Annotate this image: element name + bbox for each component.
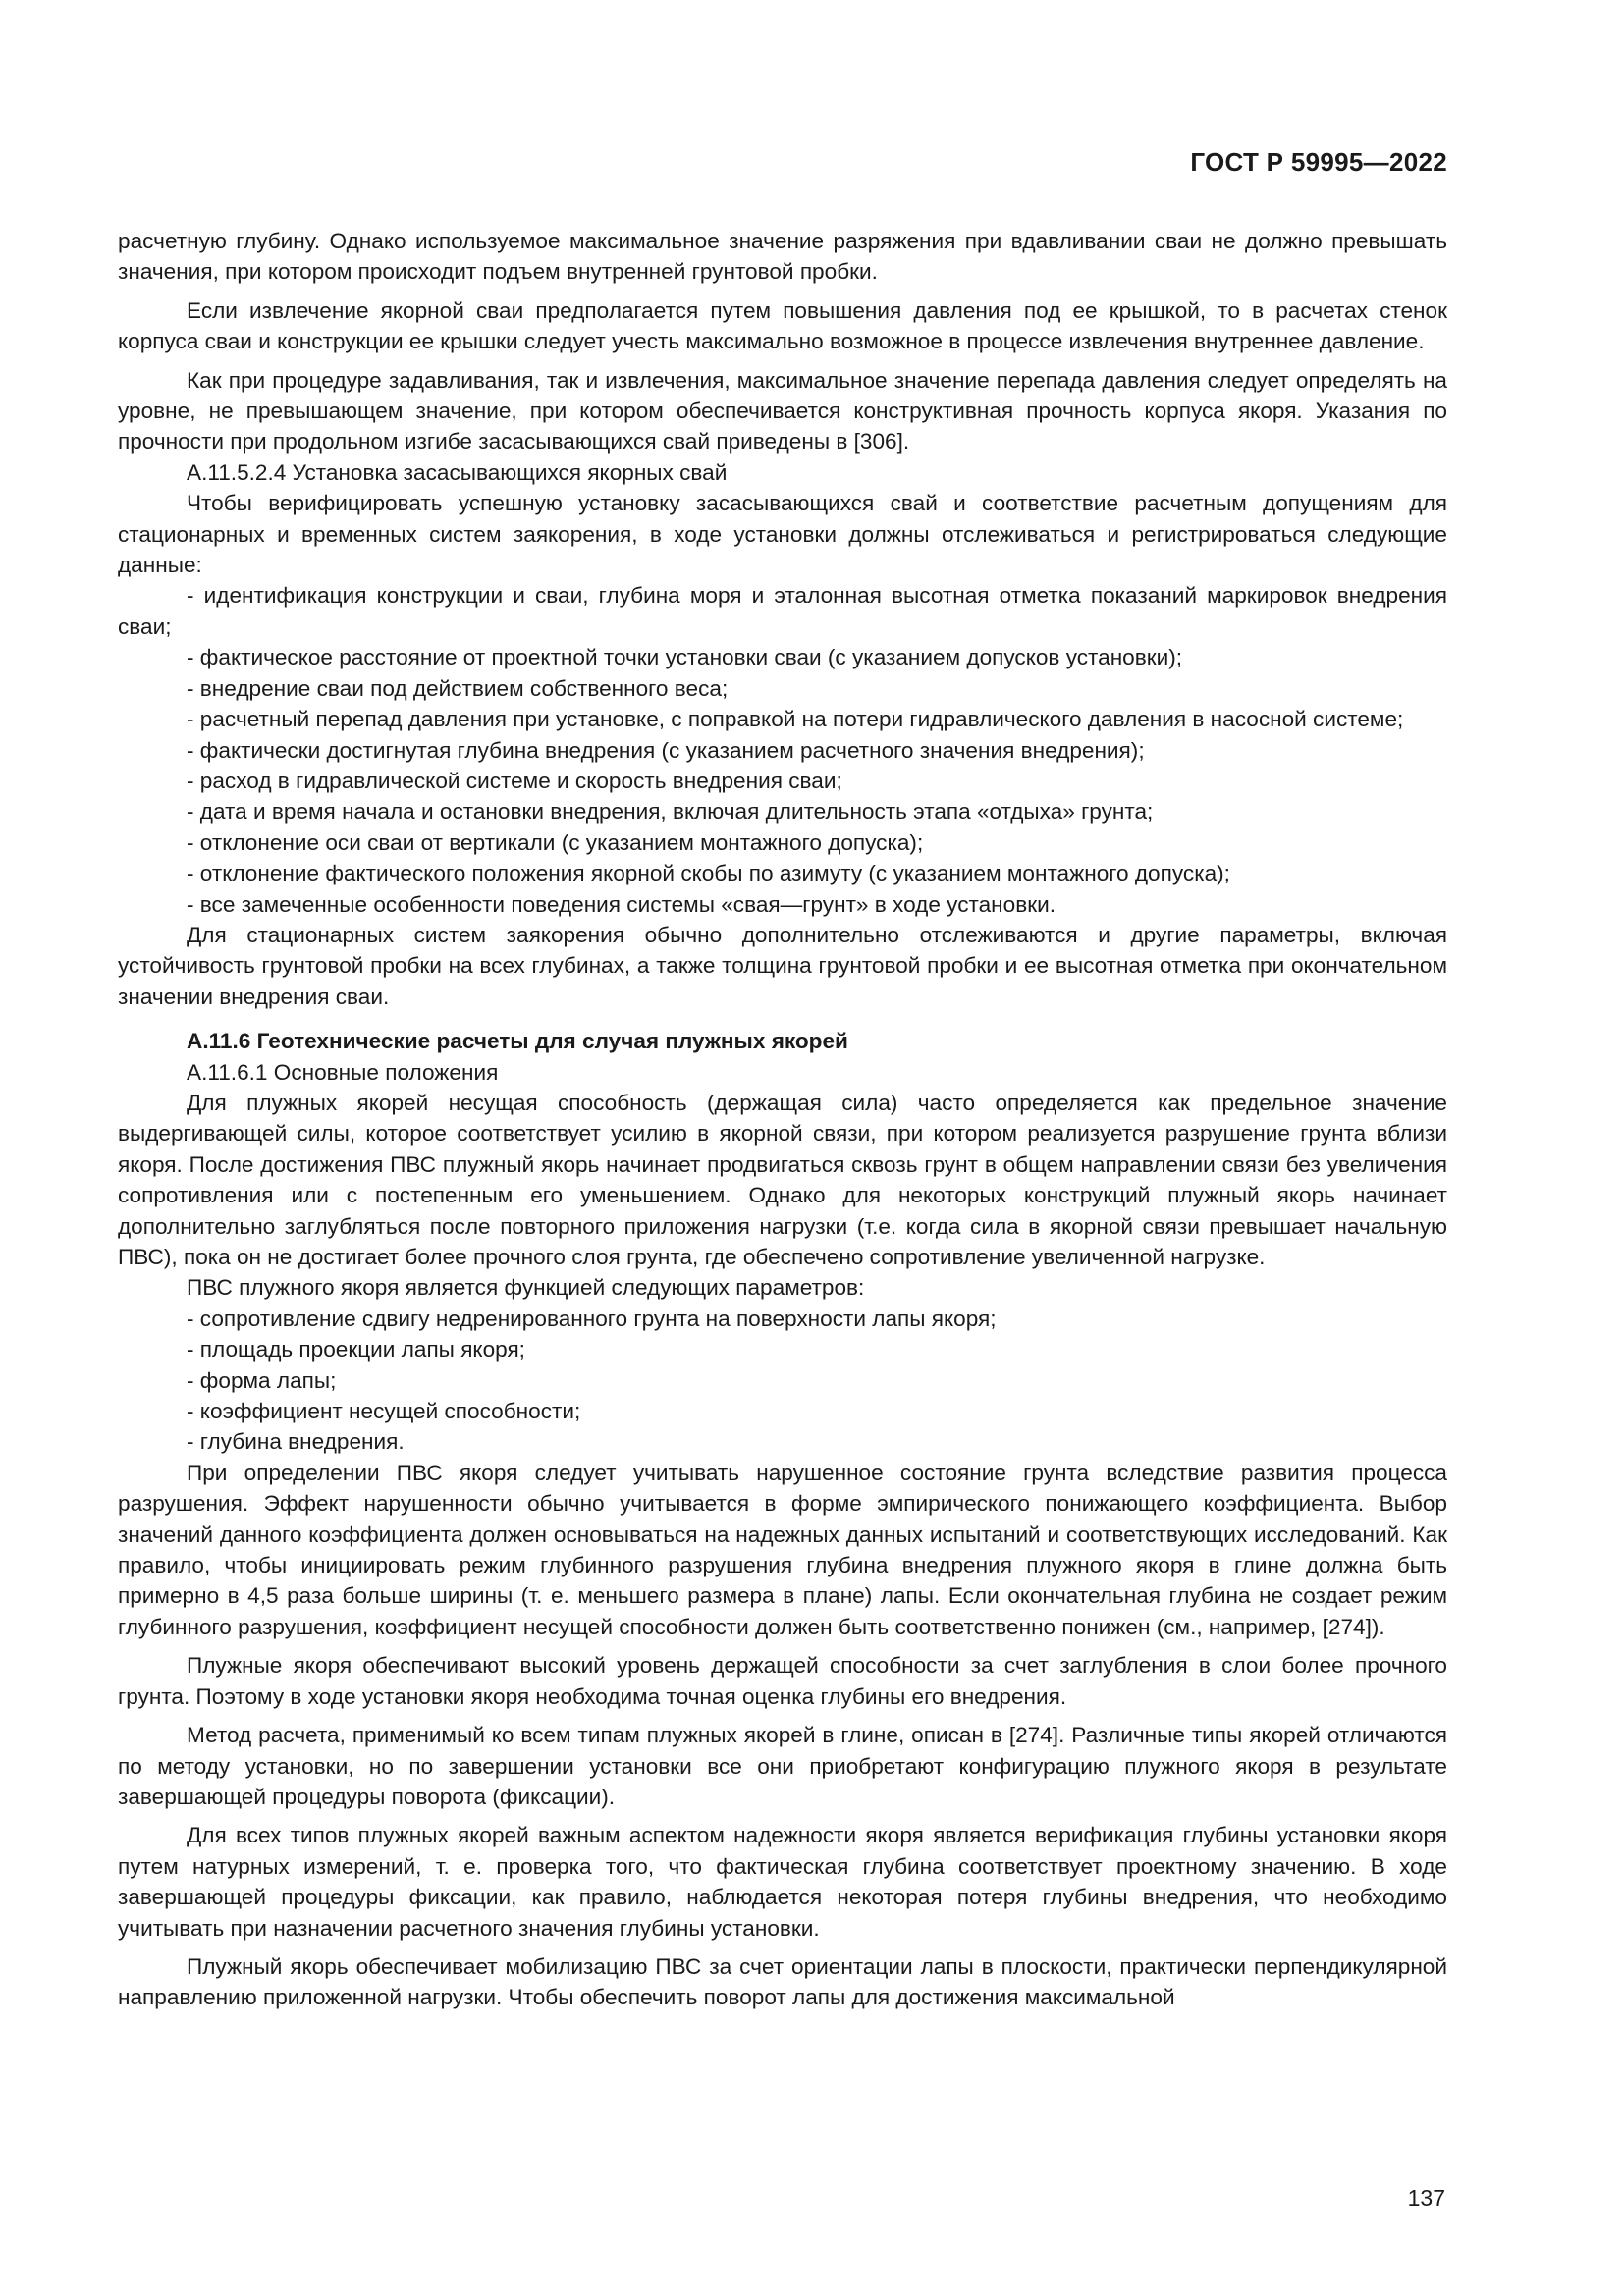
list-item: - коэффициент несущей способности; <box>187 1399 581 1424</box>
list-item: - площадь проекции лапы якоря; <box>187 1337 525 1362</box>
list-item: - отклонение оси сваи от вертикали (с указанием монтажного допуска); <box>187 829 924 855</box>
list-item: - дата и время начала и остановки внедрения, включая длительность этапа «отдыха» грунта; <box>187 799 1154 825</box>
section-heading: А.11.6 Геотехнические расчеты для случая плужных якорей <box>187 1029 848 1054</box>
list-item: - фактическое расстояние от проектной точки установки сваи (с указанием допусков установки); <box>187 645 1183 670</box>
paragraph: При определении ПВС якоря следует учитывать нарушенное состояние грунта вследствие развития процесса разрушения. Эффект нарушенности обычно учитывается в форме эмпирического понижающего коэффициента. Выбор значений данного коэффициента должен основываться на надежных данных испытаний и соответствующих исследований. Как правило, чтобы инициировать режим глубинного разрушения глубина внедрения плужного якоря в глине должна быть примерно в 4,5 раза больше ширины (т. е. меньшего размера в плане) лапы. Если окончательная глубина не создает режим глубинного разрушения, коэффициент несущей способности должен быть соответственно понижен (см., например, [274]). <box>118 1460 1447 1639</box>
list-item: - сопротивление сдвигу недренированного грунта на поверхности лапы якоря; <box>187 1306 997 1331</box>
list-item: - расход в гидравлической системе и скорость внедрения сваи; <box>187 768 842 793</box>
list-item: - все замеченные особенности поведения системы «свая—грунт» в ходе установки. <box>187 891 1056 917</box>
paragraph: Чтобы верифицировать успешную установку засасывающихся свай и соответствие расчетным допущениям для стационарных и временных систем заякорения, в ходе установки должны отслеживаться и регистрироваться следующие данные: <box>118 491 1447 578</box>
page-number: 137 <box>1407 2185 1445 2211</box>
list-item: - отклонение фактического положения якорной скобы по азимуту (с указанием монтажного допуска); <box>187 861 1230 886</box>
document-body <box>118 226 1447 2013</box>
paragraph: ПВС плужного якоря является функцией следующих параметров: <box>187 1275 865 1301</box>
list-item: - глубина внедрения. <box>187 1429 405 1455</box>
list-item: - идентификация конструкции и сваи, глубина моря и эталонная высотная отметка показаний маркировок внедрения сваи; <box>118 583 1447 639</box>
list-item: - фактически достигнутая глубина внедрения (с указанием расчетного значения внедрения); <box>187 737 1145 763</box>
paragraph: Для всех типов плужных якорей важным аспектом надежности якоря является верификация глубины установки якоря путем натурных измерений, т. е. проверка того, что фактическая глубина соответствует проектному значению. В ходе завершающей процедуры фиксации, как правило, наблюдается некоторая потеря глубины внедрения, что необходимо учитывать при назначении расчетного значения глубины установки. <box>118 1823 1447 1941</box>
paragraph: Для плужных якорей несущая способность (держащая сила) часто определяется как предельное значение выдергивающей силы, которое соответствует усилию в якорной связи, при котором реализуется разрушение грунта вблизи якоря. После достижения ПВС плужный якорь начинает продвигаться сквозь грунт в общем направлении связи без увеличения сопротивления или с постепенным его уменьшением. Однако для некоторых конструкций плужный якорь начинает дополнительно заглубляться после повторного приложения нагрузки (т.е. когда сила в якорной связи превышает начальную ПВС), пока он не достигает более прочного слоя грунта, где обеспечено сопротивление увеличенной нагрузке. <box>118 1090 1447 1269</box>
list-item: - внедрение сваи под действием собственного веса; <box>187 675 729 701</box>
document-header: ГОСТ Р 59995—2022 <box>1190 147 1447 177</box>
paragraph: Как при процедуре задавливания, так и извлечения, максимальное значение перепада давления следует определять на уровне, не превышающем значение, при котором обеспечивается конструктивная прочность корпуса якоря. Указания по прочности при продольном изгибе засасывающихся свай приведены в [306]. <box>118 367 1447 454</box>
list-item: - расчетный перепад давления при установке, с поправкой на потери гидравлического давления в насосной системе; <box>187 707 1404 732</box>
paragraph: Метод расчета, применимый ко всем типам плужных якорей в глине, описан в [274]. Различные типы якорей отличаются по методу установки, но по завершении установки все они приобретают конфигурацию плужного якоря в результате завершающей процедуры поворота (фиксации). <box>118 1723 1447 1809</box>
paragraph: Плужный якорь обеспечивает мобилизацию ПВС за счет ориентации лапы в плоскости, практически перпендикулярной направлению приложенной нагрузки. Чтобы обеспечить поворот лапы для достижения максимальной <box>118 1953 1447 2010</box>
subsection-heading: А.11.6.1 Основные положения <box>187 1059 499 1085</box>
paragraph: Если извлечение якорной сваи предполагается путем повышения давления под ее крышкой, то в расчетах стенок корпуса сваи и конструкции ее крышки следует учесть максимально возможное в процессе извлечения внутреннее давление. <box>118 297 1447 354</box>
paragraph: Для стационарных систем заякорения обычно дополнительно отслеживаются и другие параметры, включая устойчивость грунтовой пробки на всех глубинах, а также толщина грунтовой пробки и ее высотная отметка при окончательном значении внедрения сваи. <box>118 922 1447 1009</box>
paragraph: расчетную глубину. Однако используемое максимальное значение разряжения при вдавливании сваи не должно превышать значения, при котором происходит подъем внутренней грунтовой пробки. <box>118 229 1447 285</box>
paragraph: Плужные якоря обеспечивают высокий уровень держащей способности за счет заглубления в слои более прочного грунта. Поэтому в ходе установки якоря необходима точная оценка глубины его внедрения. <box>118 1653 1447 1709</box>
list-item: - форма лапы; <box>187 1367 337 1393</box>
subsection-heading: А.11.5.2.4 Установка засасывающихся якорных свай <box>187 459 728 485</box>
